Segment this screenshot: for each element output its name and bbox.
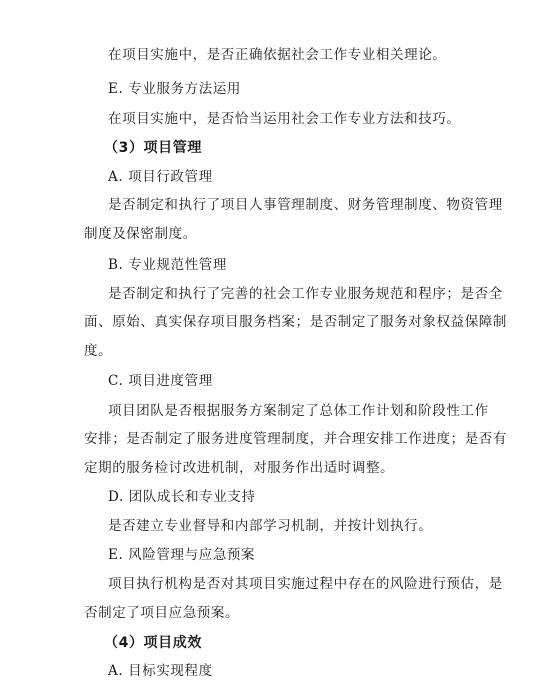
subsection-title: E. 专业服务方法运用 — [108, 81, 242, 97]
subsection-title: A. 项目行政管理 — [108, 169, 213, 185]
paragraph-line: 是否建立专业督导和内部学习机制，并按计划执行。 — [108, 518, 433, 534]
paragraph-line: 面、原始、真实保存项目服务档案；是否制定了服务对象权益保障制 — [84, 314, 507, 330]
paragraph-line: 在项目实施中，是否恰当运用社会工作专业方法和技巧。 — [108, 111, 461, 127]
paragraph-line: 是否制定和执行了完善的社会工作专业服务规范和程序；是否全 — [108, 286, 503, 302]
paragraph-line: 度。 — [84, 343, 113, 359]
paragraph-line: 安排；是否制定了服务进度管理制度，并合理安排工作进度；是否有 — [84, 431, 507, 447]
section-heading: （4）项目成效 — [104, 635, 202, 651]
paragraph-line: 制度及保密制度。 — [84, 226, 197, 242]
paragraph-line: 否制定了项目应急预案。 — [84, 605, 240, 621]
paragraph-line: 项目执行机构是否对其项目实施过程中存在的风险进行预估，是 — [108, 576, 503, 592]
subsection-title: B. 专业规范性管理 — [108, 257, 228, 273]
paragraph-line: 在项目实施中，是否正确依据社会工作专业相关理论。 — [108, 47, 447, 63]
subsection-title: D. 团队成长和专业支持 — [108, 489, 256, 505]
subsection-title: E. 风险管理与应急预案 — [108, 547, 256, 563]
paragraph-line: 项目团队是否根据服务方案制定了总体工作计划和阶段性工作 — [108, 403, 489, 419]
paragraph-line: 定期的服务检讨改进机制，对服务作出适时调整。 — [84, 460, 395, 476]
paragraph-line: 是否制定和执行了项目人事管理制度、财务管理制度、物资管理 — [108, 197, 503, 213]
subsection-title: A. 目标实现程度 — [108, 663, 213, 679]
section-heading: （3）项目管理 — [104, 140, 202, 156]
subsection-title: C. 项目进度管理 — [108, 373, 213, 389]
